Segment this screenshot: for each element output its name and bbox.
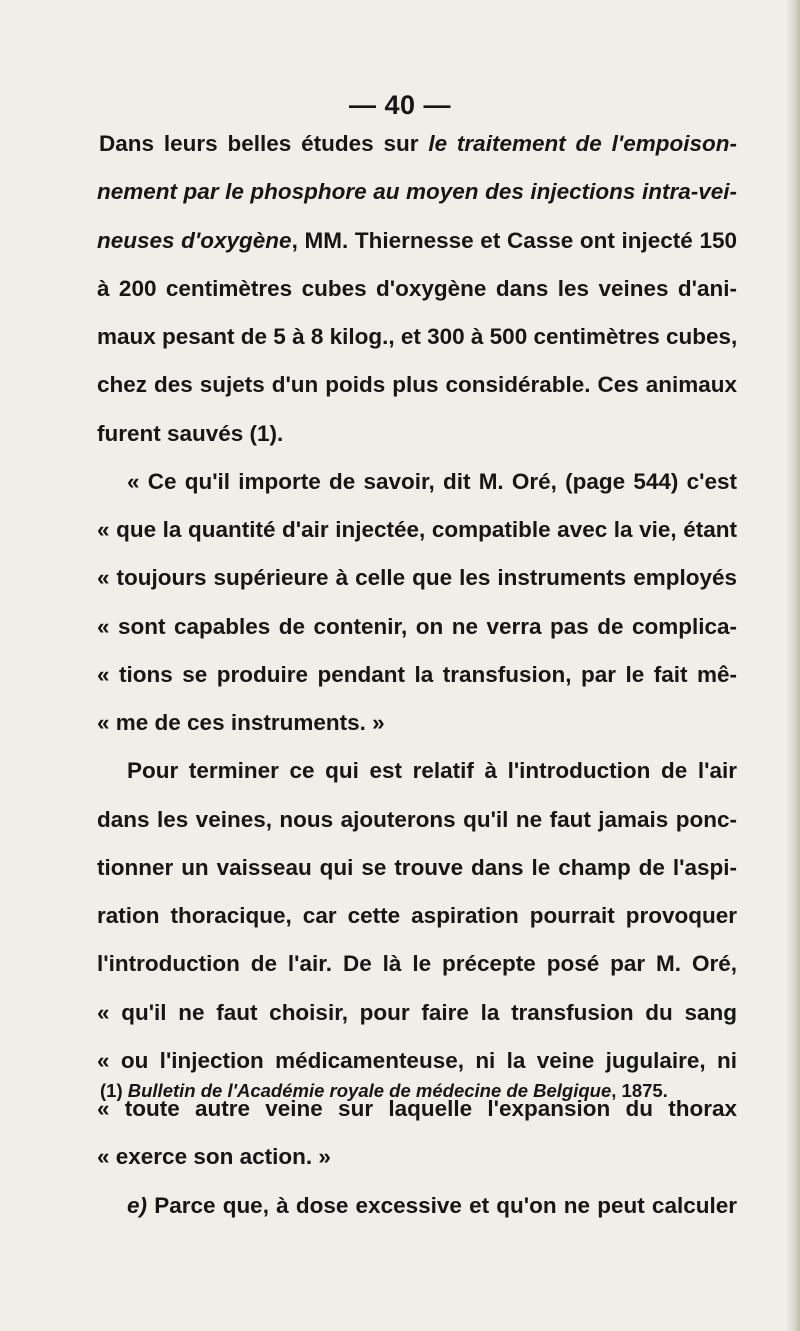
text-line: « qu'il ne faut choisir, pour faire la transfusion du sang	[97, 999, 737, 1025]
text-line: « sont capables de contenir, on ne verra pas de complica-	[97, 613, 737, 639]
footnote-marker: (1)	[100, 1080, 128, 1101]
footnote	[100, 1080, 720, 1102]
cited-title: le traitement de l'empoison-	[428, 131, 737, 156]
text-line: l'introduction de l'air. De là le précepte posé par M. Oré,	[97, 951, 737, 977]
list-marker: e)	[127, 1192, 148, 1218]
text-line: « exerce son action. »	[97, 1144, 331, 1170]
text-line: furent sauvés (1).	[97, 420, 284, 446]
text-line: Pour terminer ce qui est relatif à l'introduction de l'air	[127, 758, 737, 784]
text-line	[97, 120, 737, 168]
text-line: nement par le phosphore au moyen des injections intra-vei-	[97, 179, 737, 205]
text-line: chez des sujets d'un poids plus considérable. Ces animaux	[97, 372, 737, 398]
text-line: tionner un vaisseau qui se trouve dans le champ de l'aspi-	[97, 854, 737, 880]
text-line: « ou l'injection médicamenteuse, ni la veine jugulaire, ni	[97, 1047, 737, 1073]
page-number: — 40 —	[348, 90, 452, 120]
text-line: « me de ces instruments. »	[97, 710, 385, 735]
text-line: à 200 centimètres cubes d'oxygène dans les veines d'ani-	[97, 275, 737, 301]
text-line: « toute autre veine sur laquelle l'expansion du thorax	[97, 1096, 737, 1121]
footnote-source-title: Bulletin de l'Académie royale de médecine de Belgique	[127, 1080, 612, 1101]
footnote-year: , 1875.	[611, 1080, 668, 1101]
text-span: Dans leurs belles études sur	[99, 131, 429, 156]
text-line	[97, 217, 737, 265]
body-text	[97, 120, 737, 1230]
text-line: « Ce qu'il importe de savoir, dit M. Oré, (page 544) c'est	[127, 468, 737, 494]
text-span: , MM. Thiernesse et Casse ont injecté 150	[291, 227, 737, 253]
text-line: ration thoracique, car cette aspiration pourrait provoquer	[97, 903, 737, 928]
cited-title: neuses d'oxygène	[97, 227, 292, 253]
page-edge-shadow	[786, 0, 800, 1331]
text-span: Parce que, à dose excessive et qu'on ne peut calculer	[147, 1192, 737, 1218]
text-line	[97, 1182, 737, 1230]
text-line: dans les veines, nous ajouterons qu'il ne faut jamais ponc-	[97, 806, 737, 832]
text-line: maux pesant de 5 à 8 kilog., et 300 à 500 centimètres cubes,	[97, 324, 737, 349]
text-line: « tions se produire pendant la transfusion, par le fait mê-	[97, 661, 737, 687]
text-line: « toujours supérieure à celle que les instruments employés	[97, 565, 737, 591]
text-line: « que la quantité d'air injectée, compatible avec la vie, étant	[97, 517, 737, 542]
